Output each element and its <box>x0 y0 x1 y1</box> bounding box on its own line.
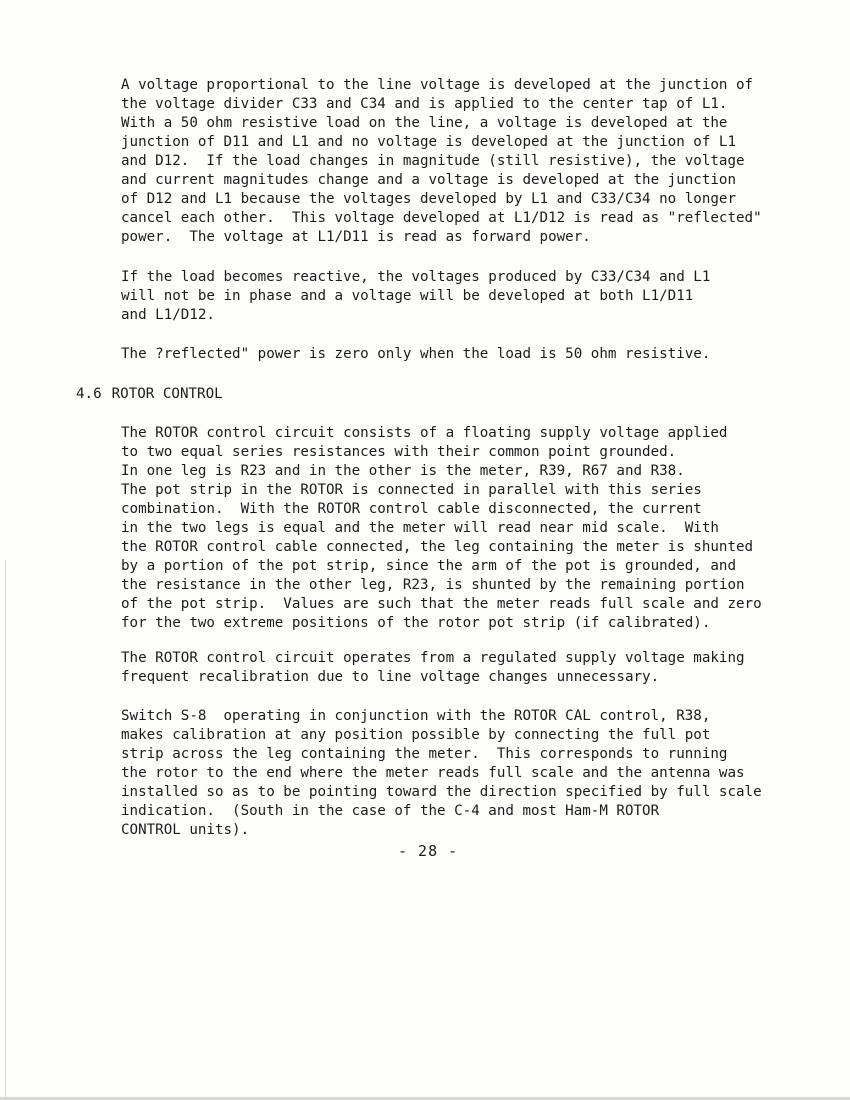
text-line: the resistance in the other leg, R23, is shunted by the remaining portion <box>121 577 745 593</box>
text-line: If the load becomes reactive, the voltages produced by C33/C34 and L1 <box>121 269 711 285</box>
scan-left-edge <box>5 560 6 1100</box>
text-line: combination. With the ROTOR control cable disconnected, the current <box>121 501 702 517</box>
page-number: - 28 - <box>398 842 459 860</box>
text-line: In one leg is R23 and in the other is the meter, R39, R67 and R38. <box>121 463 685 479</box>
text-line: junction of D11 and L1 and no voltage is developed at the junction of L1 <box>121 134 736 150</box>
text-line: installed so as to be pointing toward the direction specified by full scale <box>121 784 762 800</box>
section-title: ROTOR CONTROL <box>111 386 223 402</box>
text-line: by a portion of the pot strip, since the arm of the pot is grounded, and <box>121 558 736 574</box>
text-line: The ROTOR control circuit operates from a regulated supply voltage making <box>121 650 745 666</box>
text-line: Switch S-8 operating in conjunction with the ROTOR CAL control, R38, <box>121 708 711 724</box>
section-number: 4.6 <box>76 386 102 402</box>
text-line: and D12. If the load changes in magnitude (still resistive), the voltage <box>121 153 745 169</box>
text-line: of D12 and L1 because the voltages developed by L1 and C33/C34 no longer <box>121 191 736 207</box>
text-line: makes calibration at any position possible by connecting the full pot <box>121 727 711 743</box>
text-line: The pot strip in the ROTOR is connected in parallel with this series <box>121 482 702 498</box>
text-line: A voltage proportional to the line voltage is developed at the junction of <box>121 77 754 93</box>
text-line: will not be in phase and a voltage will be developed at both L1/D11 <box>121 288 694 304</box>
paragraph-reflected-power <box>121 345 761 364</box>
paragraph-reactive-load <box>121 268 761 325</box>
text-line: With a 50 ohm resistive load on the line, a voltage is developed at the <box>121 115 728 131</box>
text-line: The ?reflected" power is zero only when the load is 50 ohm resistive. <box>121 346 711 362</box>
text-line: strip across the leg containing the meter. This corresponds to running <box>121 746 728 762</box>
text-line: and L1/D12. <box>121 307 215 323</box>
paragraph-voltage-divider <box>121 76 761 247</box>
text-line: for the two extreme positions of the rotor pot strip (if calibrated). <box>121 615 711 631</box>
text-line: in the two legs is equal and the meter will read near mid scale. With <box>121 520 719 536</box>
text-line: the rotor to the end where the meter reads full scale and the antenna was <box>121 765 745 781</box>
text-line: of the pot strip. Values are such that the meter reads full scale and zero <box>121 596 762 612</box>
section-heading <box>76 385 223 404</box>
text-line: indication. (South in the case of the C-4 and most Ham-M ROTOR <box>121 803 660 819</box>
text-line: frequent recalibration due to line voltage changes unnecessary. <box>121 669 660 685</box>
text-line: the voltage divider C33 and C34 and is applied to the center tap of L1. <box>121 96 728 112</box>
paragraph-rotor-cal-switch <box>121 707 761 840</box>
text-line: power. The voltage at L1/D11 is read as forward power. <box>121 229 591 245</box>
paragraph-regulated-supply <box>121 649 761 687</box>
paragraph-rotor-circuit <box>121 424 761 633</box>
text-line: and current magnitudes change and a voltage is developed at the junction <box>121 172 736 188</box>
text-line: to two equal series resistances with their common point grounded. <box>121 444 677 460</box>
text-line: cancel each other. This voltage developed at L1/D12 is read as "reflected" <box>121 210 762 226</box>
text-line: the ROTOR control cable connected, the leg containing the meter is shunted <box>121 539 754 555</box>
text-line: The ROTOR control circuit consists of a floating supply voltage applied <box>121 425 728 441</box>
text-line: CONTROL units). <box>121 822 250 838</box>
